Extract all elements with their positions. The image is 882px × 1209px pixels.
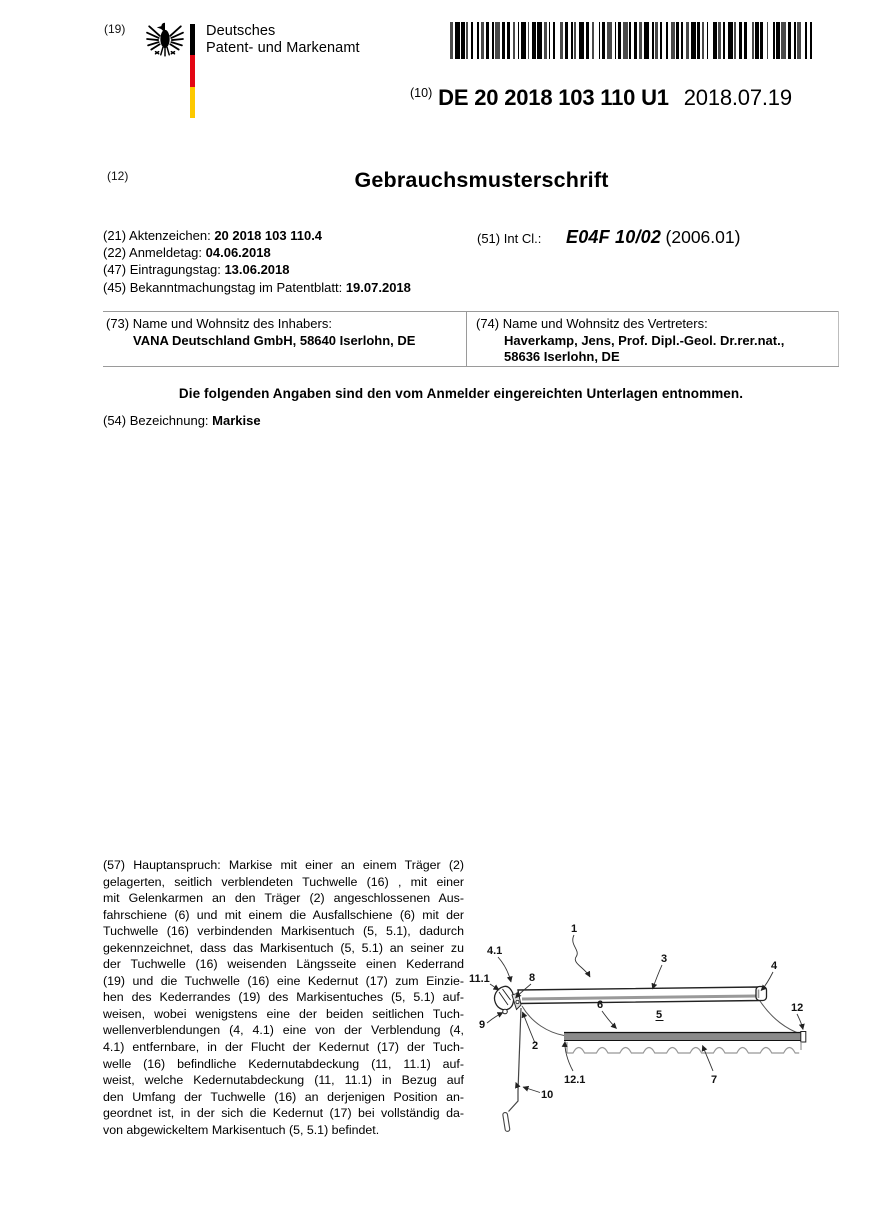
office-name-line1: Deutsches bbox=[206, 23, 276, 39]
claim-line: weisen, wobei wenigstens eine der beiden seitlichen Tuch- bbox=[103, 1006, 464, 1021]
table-top-rule bbox=[103, 311, 839, 312]
claim-line: wellenverblendungen (4, 4.1) eine von der Verblendung (4, bbox=[103, 1023, 464, 1038]
figure-valance bbox=[567, 1042, 801, 1053]
office-name-line2: Patent- und Markenamt bbox=[206, 40, 360, 56]
ref-label-11-1: 11.1 bbox=[469, 973, 490, 985]
table-right-rule bbox=[838, 311, 839, 366]
inid-code-54: (54) bbox=[103, 413, 127, 428]
biblio-label: Aktenzeichen: bbox=[129, 228, 215, 243]
biblio-row-eintragungstag bbox=[103, 261, 411, 278]
biblio-value: 19.07.2018 bbox=[345, 279, 411, 295]
ref-label-1: 1 bbox=[571, 923, 578, 935]
inid-code-12: (12) bbox=[107, 169, 129, 183]
claim-line: 4.1) entfernbare, in der Flucht der Kedernut (17) der Tuch- bbox=[103, 1040, 464, 1055]
representative-value-line2: 58636 Iserlohn, DE bbox=[504, 349, 620, 364]
claim-line: hen des Kederrandes (19) des Markisentuches (5, 5.1) auf- bbox=[103, 990, 464, 1005]
ref-label-5: 5 bbox=[656, 1009, 663, 1021]
title-field bbox=[103, 413, 261, 428]
table-bottom-rule bbox=[103, 366, 839, 367]
claim-line: (19) und die Tuchwelle (16) eine Kedernut (17) zum Einzie- bbox=[103, 973, 464, 988]
ref-label-7: 7 bbox=[711, 1074, 718, 1086]
claim-line: der Tuchwelle (16) weisenden Längsseite einen Kederrand bbox=[103, 957, 464, 972]
int-cl-value: E04F 10/02 bbox=[566, 227, 662, 247]
biblio-value: 04.06.2018 bbox=[205, 245, 271, 261]
figure-roller-tube bbox=[518, 987, 767, 1004]
title-field-label: Bezeichnung: bbox=[129, 413, 213, 428]
flag-black-band bbox=[190, 24, 195, 55]
representative-cell bbox=[476, 316, 832, 366]
ref-label-2: 2 bbox=[532, 1040, 539, 1052]
inid-code-47: (47) bbox=[103, 262, 127, 278]
claim-line: weist, welche Kedernutabdeckung (11, 11.1) in Bezug auf bbox=[103, 1073, 464, 1088]
holder-label: Name und Wohnsitz des Inhabers: bbox=[132, 316, 332, 331]
ref-label-6: 6 bbox=[597, 999, 604, 1011]
ref-label-3: 3 bbox=[661, 953, 668, 965]
inid-code-19: (19) bbox=[104, 22, 126, 36]
figure-leader-lines bbox=[487, 935, 803, 1093]
biblio-value: 13.06.2018 bbox=[224, 262, 290, 278]
inid-code-22: (22) bbox=[103, 245, 127, 261]
figure-end-cap bbox=[494, 986, 521, 1013]
main-claim-paragraph bbox=[103, 857, 464, 1138]
figure-fabric-left-edge bbox=[522, 1006, 564, 1036]
inid-code-51: (51) bbox=[477, 231, 501, 246]
biblio-label: Bekanntmachungstag im Patentblatt: bbox=[129, 279, 346, 295]
inid-code-45: (45) bbox=[103, 279, 127, 295]
holder-label-line bbox=[106, 316, 458, 333]
ref-label-12: 12 bbox=[791, 1002, 804, 1014]
patent-figure-drawing bbox=[460, 895, 882, 1165]
federal-eagle-icon bbox=[146, 20, 184, 58]
biblio-label: Anmeldetag: bbox=[129, 245, 206, 261]
biblio-value: 20 2018 103 110.4 bbox=[214, 228, 323, 243]
representative-label-line bbox=[476, 316, 832, 333]
int-cl-version: (2006.01) bbox=[665, 227, 741, 247]
claim-line: mit Gelenkarmen an den Träger (2) angeschlossenen Aus- bbox=[103, 891, 464, 906]
flag-gold-band bbox=[190, 87, 195, 118]
ref-label-4-1: 4.1 bbox=[487, 945, 503, 957]
biblio-label: Eintragungstag: bbox=[129, 262, 225, 278]
ref-label-9: 9 bbox=[479, 1019, 486, 1031]
publication-number: DE 20 2018 103 110 U1 bbox=[438, 85, 669, 110]
german-flag-stripe bbox=[190, 24, 195, 118]
holder-cell bbox=[106, 316, 458, 349]
office-name bbox=[206, 23, 360, 57]
claim-line: welle (16) befindliche Kedernutabdeckung (11, 11.1) auf- bbox=[103, 1056, 464, 1071]
ref-label-4: 4 bbox=[771, 960, 778, 972]
int-cl-value-group bbox=[566, 227, 740, 248]
ref-label-8: 8 bbox=[529, 972, 536, 984]
representative-value-line1: Haverkamp, Jens, Prof. Dipl.-Geol. Dr.rer.nat., bbox=[504, 332, 785, 348]
invention-title: Markise bbox=[212, 413, 261, 428]
claim-line: (57) Hauptanspruch: Markise mit einer an einem Träger (2) bbox=[103, 858, 464, 872]
claim-line: fahrschiene (6) und mit einem die Ausfallschiene (6) mit der bbox=[103, 907, 464, 922]
figure-crank-handle bbox=[503, 1008, 521, 1132]
document-type-title: Gebrauchsmusterschrift bbox=[354, 168, 609, 192]
inid-code-73: (73) bbox=[106, 316, 130, 331]
claim-line: gekennzeichnet, dass das Markisentuch (5, 5.1) an seiner zu bbox=[103, 940, 464, 955]
table-middle-divider bbox=[466, 311, 467, 366]
biblio-row-aktenzeichen bbox=[103, 227, 411, 244]
ref-label-10: 10 bbox=[541, 1089, 554, 1101]
publication-date: 2018.07.19 bbox=[683, 85, 792, 110]
inid-code-21: (21) bbox=[103, 228, 127, 243]
claim-line: gelagerten, seitlich verblendeten Tuchwelle (16) , mit einer bbox=[103, 874, 464, 889]
ref-label-12-1: 12.1 bbox=[564, 1074, 586, 1086]
biblio-left-column bbox=[103, 227, 411, 296]
biblio-row-anmeldetag bbox=[103, 244, 411, 261]
figure-front-rail bbox=[564, 1032, 806, 1043]
int-cl-label: Int Cl.: bbox=[503, 231, 542, 246]
claim-line: geordnet ist, in der sich die Kedernut (17) bei vollständig da- bbox=[103, 1106, 464, 1121]
inid-code-10: (10) bbox=[410, 86, 433, 100]
flag-red-band bbox=[190, 55, 195, 86]
int-cl-label-group bbox=[477, 231, 541, 246]
barcode bbox=[450, 22, 823, 59]
publication-number-line bbox=[410, 85, 792, 111]
representative-label: Name und Wohnsitz des Vertreters: bbox=[502, 316, 708, 331]
inid-code-74: (74) bbox=[476, 316, 500, 331]
holder-value: VANA Deutschland GmbH, 58640 Iserlohn, DE bbox=[133, 332, 416, 348]
applicant-notice: Die folgenden Angaben sind den vom Anmelder eingereichten Unterlagen entnommen. bbox=[178, 386, 744, 401]
biblio-row-bekanntmachungstag bbox=[103, 279, 411, 296]
claim-line: Tuchwelle (16) verbindenden Markisentuch (5, 5.1), dadurch bbox=[103, 924, 464, 939]
claim-line: den Umfang der Tuchwelle (16) an derjenigen Position an- bbox=[103, 1089, 464, 1104]
claim-line: von abgewickeltem Markisentuch (5, 5.1) befindet. bbox=[103, 1122, 380, 1137]
